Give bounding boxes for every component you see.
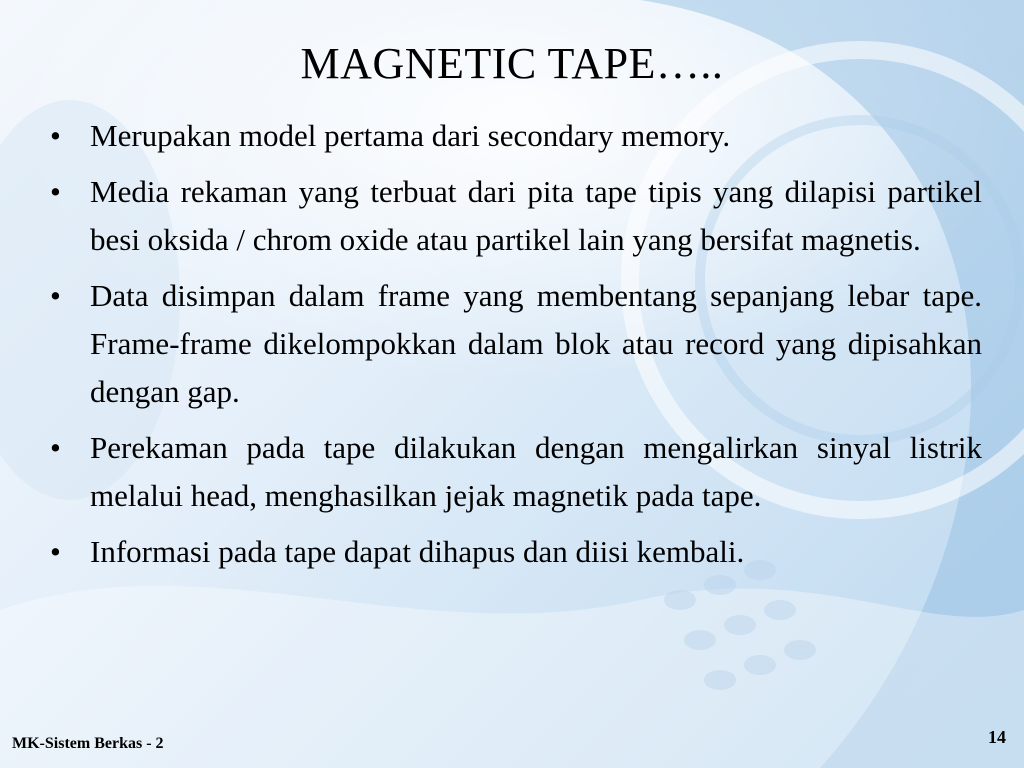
bullet-item <box>48 112 982 160</box>
bullet-text: Media rekaman yang terbuat dari pita tape tipis yang dilapisi partikel besi oksida / chrom oxide atau partikel lain yang bersifat magnetis. <box>90 174 982 257</box>
bullet-item <box>48 272 982 416</box>
bullet-list <box>48 112 982 584</box>
bullet-item <box>48 528 982 576</box>
bullet-marker: • <box>50 118 61 153</box>
bullet-marker: • <box>50 278 61 313</box>
bullet-text: Data disimpan dalam frame yang membentang sepanjang lebar tape. Frame-frame dikelompokkan dalam blok atau record yang dipisahkan dengan gap. <box>90 278 982 409</box>
bullet-text: Merupakan model pertama dari secondary memory. <box>90 118 731 153</box>
slide-title: MAGNETIC TAPE….. <box>300 39 724 88</box>
bullet-text: Perekaman pada tape dilakukan dengan mengalirkan sinyal listrik melalui head, menghasilkan jejak magnetik pada tape. <box>90 430 982 513</box>
footer-course-label: MK-Sistem Berkas - 2 <box>12 735 164 752</box>
bullet-marker: • <box>50 534 61 569</box>
bullet-marker: • <box>50 174 61 209</box>
bullet-item <box>48 424 982 520</box>
bullet-text: Informasi pada tape dapat dihapus dan diisi kembali. <box>90 534 745 569</box>
bullet-item <box>48 168 982 264</box>
page-number: 14 <box>988 727 1006 747</box>
bullet-marker: • <box>50 430 61 465</box>
